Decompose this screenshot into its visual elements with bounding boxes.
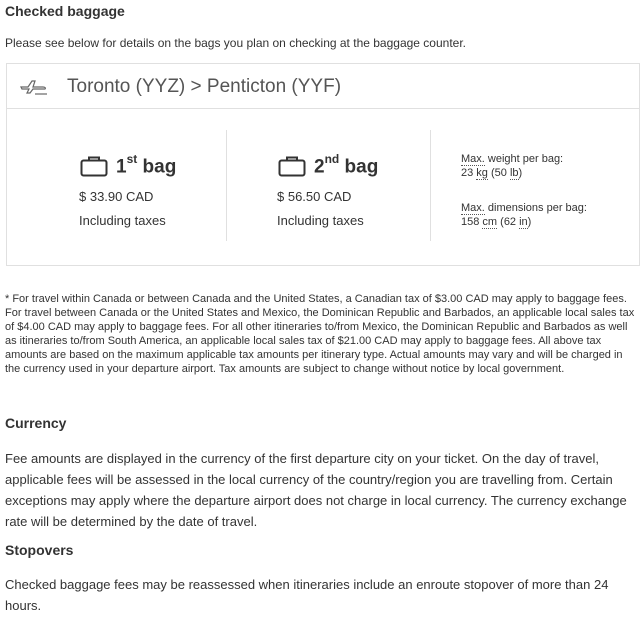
bag-1-taxes: Including taxes xyxy=(79,213,166,228)
kg-abbr: kg xyxy=(476,167,488,179)
intro-text: Please see below for details on the bags you plan on checking at the baggage counter. xyxy=(5,36,466,50)
dim-alt-number: (62 xyxy=(497,216,520,228)
route-text: Toronto (YYZ) > Penticton (YYF) xyxy=(67,76,342,97)
plane-icon xyxy=(18,75,50,97)
currency-heading: Currency xyxy=(5,415,67,431)
stopovers-heading: Stopovers xyxy=(5,542,74,558)
bag-1-word: bag xyxy=(142,156,177,178)
bag-2-price: $ 56.50 CAD xyxy=(277,189,352,204)
bag-2-title xyxy=(314,154,378,178)
bag-1-number: 1 xyxy=(116,156,127,178)
bag-1-title xyxy=(116,154,176,178)
bag-2-word: bag xyxy=(344,156,379,178)
max-weight-label xyxy=(461,153,563,165)
bag-1-suffix: st xyxy=(126,152,138,166)
weight-alt-number: (50 xyxy=(487,167,510,179)
stopovers-text: Checked baggage fees may be reassessed when itineraries include an enroute stopover of more than 24 hours. xyxy=(5,577,609,613)
currency-text: Fee amounts are displayed in the currency of the first departure city on your ticket. On the day of travel, applicable fees will be assessed in the local currency of the country/region you are travelling from. Certain exceptions may apply where the departure airport does not charge in local currency. The currency exchange rate will be determined by the date of travel. xyxy=(5,451,627,529)
max-abbr: Max. xyxy=(461,202,485,214)
route-bar xyxy=(7,64,639,109)
weight-label-text: weight per bag: xyxy=(484,153,564,165)
max-weight-value xyxy=(461,167,522,179)
tax-fineprint: * For travel within Canada or between Canada and the United States, a Canadian tax of $3.00 CAD may apply to baggage fees. For travel between Canada or the United States and Mexico, the Dominican Republic and Barbados, an applicable local sales tax of $4.00 CAD may apply to baggage fees. For all other itineraries to/from Mexico, the Dominican Republic and Barbados as well as itineraries to/from South America, an applicable local sales tax of $21.00 CAD may apply to baggage fees. All above tax amounts are based on the maximum applicable tax amounts per itinerary type. Actual amounts may vary and will be charged in the currency used in your departure airport. Tax amounts are subject to change without notice by local government. xyxy=(5,293,635,375)
column-divider xyxy=(430,130,431,241)
column-divider xyxy=(226,130,227,241)
weight-close-paren: ) xyxy=(518,167,523,179)
dimensions-label-text: dimensions per bag: xyxy=(484,202,587,214)
baggage-card xyxy=(6,63,640,266)
in-abbr: in xyxy=(519,216,528,228)
dim-close-paren: ) xyxy=(527,216,532,228)
weight-number: 23 xyxy=(461,167,477,179)
page-title: Checked baggage xyxy=(5,3,125,19)
bag-2-number: 2 xyxy=(314,156,325,178)
max-dimensions-value xyxy=(461,216,531,228)
max-dimensions-label xyxy=(461,202,587,214)
bag-2-suffix: nd xyxy=(324,152,340,166)
bag-2-taxes: Including taxes xyxy=(277,213,364,228)
baggage-icon xyxy=(278,155,306,177)
lb-abbr: lb xyxy=(509,167,519,179)
bag-1-price: $ 33.90 CAD xyxy=(79,189,154,204)
max-abbr: Max. xyxy=(461,153,485,165)
dim-number: 158 xyxy=(461,216,483,228)
baggage-icon xyxy=(80,155,108,177)
cm-abbr: cm xyxy=(482,216,498,228)
